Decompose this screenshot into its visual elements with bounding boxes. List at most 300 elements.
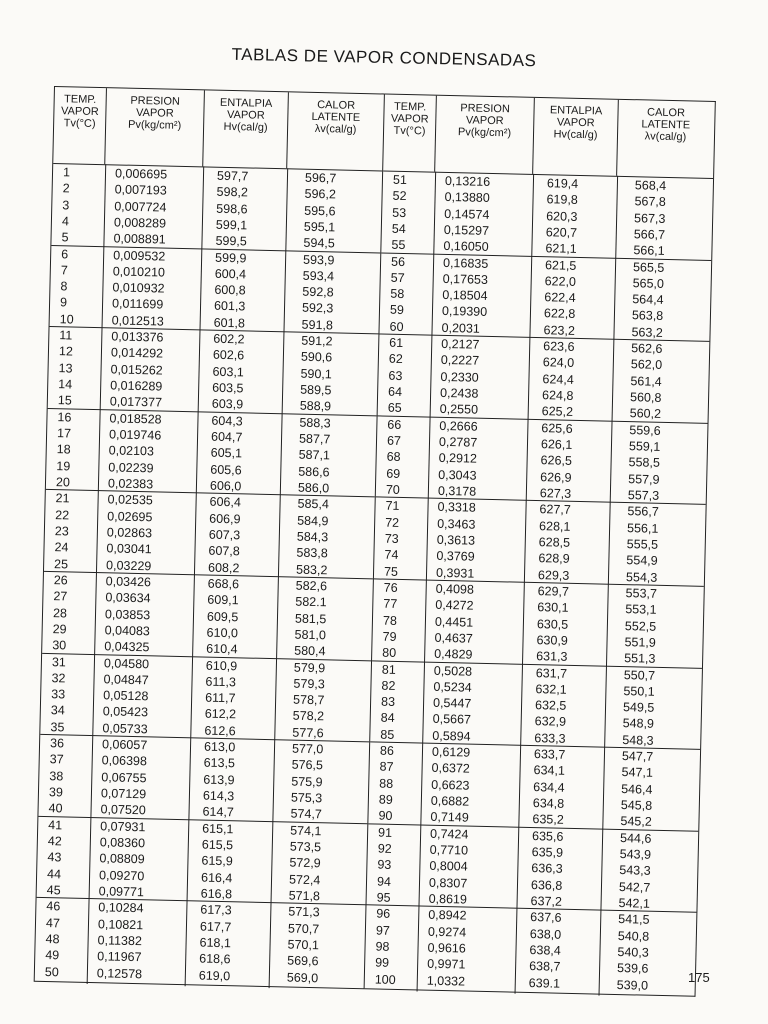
- cell-enthalpy: 626,9: [540, 469, 572, 485]
- cell-latent-heat: 584,9: [297, 513, 329, 529]
- cell-enthalpy: 628,5: [538, 535, 571, 550]
- cell-temp: 55: [391, 237, 406, 253]
- cell-latent-heat: 586,6: [298, 464, 330, 480]
- cell-enthalpy: 637,2: [530, 893, 563, 909]
- cell-pressure: 0,007193: [114, 182, 167, 198]
- cell-enthalpy: 624,4: [542, 371, 574, 387]
- cell-temp: 78: [382, 613, 398, 628]
- cell-latent-heat: 566,1: [633, 243, 665, 259]
- cell-latent-heat: 577,0: [291, 741, 324, 757]
- cell-latent-heat: 550,1: [623, 683, 655, 699]
- cell-pressure: 0,06057: [101, 737, 148, 753]
- cell-temp: 11: [59, 328, 73, 343]
- cell-pressure: 0,11382: [97, 933, 143, 949]
- cell-temp: 19: [56, 458, 71, 474]
- cell-temp: 46: [46, 899, 61, 914]
- row-group: [50, 246, 381, 335]
- cell-temp: 65: [387, 401, 402, 416]
- cell-temp: 2: [62, 181, 70, 196]
- cell-pressure: 0,006695: [114, 166, 168, 182]
- cell-latent-heat: 574,1: [290, 823, 322, 839]
- cell-pressure: 0,8307: [428, 875, 468, 891]
- cell-enthalpy: 619,8: [546, 192, 578, 208]
- cell-enthalpy: 601,8: [213, 315, 246, 331]
- cell-enthalpy: 610,4: [206, 641, 238, 657]
- cell-pressure: 0,8942: [428, 908, 467, 923]
- cell-pressure: 0,04580: [103, 655, 150, 671]
- cell-enthalpy: 638,4: [529, 942, 561, 958]
- cell-temp: 57: [390, 270, 405, 285]
- cell-latent-heat: 593,4: [302, 268, 335, 284]
- cell-pressure: 0,7424: [429, 826, 469, 842]
- cell-temp: 5: [61, 230, 69, 245]
- cell-latent-heat: 541,5: [618, 912, 650, 928]
- cell-temp: 41: [48, 817, 63, 833]
- cell-latent-heat: 560,8: [629, 390, 662, 405]
- cell-enthalpy: 613,0: [203, 739, 236, 755]
- cell-temp: 89: [378, 792, 393, 807]
- row-group: [35, 898, 366, 987]
- cell-temp: 58: [390, 286, 405, 302]
- cell-temp: 59: [389, 303, 405, 318]
- cell-temp: 54: [391, 221, 406, 236]
- cell-pressure: 0,3463: [437, 516, 476, 532]
- row-group: [376, 416, 708, 505]
- cell-temp: 50: [44, 964, 59, 979]
- cell-enthalpy: 599,1: [215, 217, 248, 233]
- cell-pressure: 0,04847: [103, 672, 149, 688]
- cell-pressure: 0,19390: [441, 304, 488, 320]
- cell-enthalpy: 612,2: [204, 707, 237, 722]
- cell-enthalpy: 634,1: [533, 763, 566, 779]
- cell-temp: 22: [55, 507, 70, 523]
- row-group: [44, 490, 375, 579]
- cell-enthalpy: 627,3: [539, 486, 572, 501]
- cell-pressure: 0,08360: [99, 835, 146, 851]
- cell-latent-heat: 563,8: [631, 308, 664, 324]
- cell-pressure: 0,009532: [113, 247, 166, 264]
- cell-latent-heat: 557,3: [627, 488, 660, 503]
- cell-enthalpy: 626,1: [540, 437, 573, 452]
- cell-latent-heat: 578,7: [292, 692, 325, 708]
- cell-pressure: 0,7149: [430, 810, 469, 825]
- cell-pressure: 0,9274: [427, 924, 467, 940]
- cell-temp: 24: [54, 540, 69, 555]
- cell-pressure: 0,2787: [438, 434, 478, 450]
- cell-temp: 29: [52, 621, 67, 637]
- cell-pressure: 0,02695: [107, 508, 153, 525]
- cell-temp: 18: [56, 442, 71, 457]
- cell-latent-heat: 576,5: [291, 758, 324, 773]
- cell-temp: 38: [49, 768, 64, 784]
- cell-enthalpy: 622,0: [544, 274, 577, 289]
- cell-enthalpy: 609,5: [206, 609, 239, 624]
- cell-pressure: 0,05733: [102, 721, 148, 737]
- cell-latent-heat: 572,9: [289, 855, 321, 871]
- cell-enthalpy: 633,3: [534, 730, 566, 746]
- row-group: [379, 253, 711, 342]
- cell-latent-heat: 562,6: [631, 341, 663, 357]
- cell-temp: 37: [49, 752, 64, 767]
- cell-pressure: 0,5234: [433, 679, 472, 695]
- cell-enthalpy: 638,0: [529, 926, 562, 942]
- cell-pressure: 0,5028: [433, 663, 473, 679]
- table-right: [365, 94, 716, 997]
- cell-enthalpy: 598,6: [216, 201, 248, 217]
- cell-latent-heat: 548,9: [622, 716, 655, 732]
- cell-enthalpy: 606,4: [209, 495, 242, 510]
- cell-enthalpy: 621,1: [545, 241, 577, 257]
- cell-enthalpy: 616,8: [200, 886, 233, 902]
- cell-enthalpy: 623,2: [543, 322, 576, 338]
- cell-latent-heat: 592,3: [301, 301, 334, 316]
- row-group: [48, 327, 379, 416]
- cell-temp: 12: [58, 344, 74, 359]
- cell-pressure: 0,5667: [432, 712, 472, 728]
- cell-enthalpy: 613,5: [203, 756, 236, 771]
- cell-pressure: 0,17653: [442, 271, 489, 287]
- cell-latent-heat: 539,6: [616, 961, 649, 976]
- cell-enthalpy: 630,9: [536, 632, 568, 648]
- cell-enthalpy: 598,2: [216, 185, 249, 200]
- cell-pressure: 0,8619: [428, 891, 468, 907]
- cell-latent-heat: 588,9: [299, 399, 332, 414]
- cell-pressure: 0,9616: [427, 940, 466, 956]
- cell-temp: 33: [51, 687, 66, 702]
- cell-enthalpy: 603,1: [212, 364, 244, 380]
- row-group: [38, 735, 369, 824]
- cell-temp: 23: [54, 524, 69, 539]
- cell-enthalpy: 608,2: [207, 560, 240, 575]
- cell-pressure: 0,015262: [110, 362, 163, 378]
- cell-temp: 91: [377, 825, 393, 840]
- cell-pressure: 0,03853: [104, 606, 151, 622]
- cell-temp: 44: [46, 866, 62, 882]
- cell-temp: 42: [47, 834, 62, 849]
- cell-enthalpy: 628,9: [538, 551, 570, 567]
- cell-pressure: 0,2666: [439, 418, 478, 434]
- row-group: [42, 572, 373, 661]
- cell-enthalpy: 622,8: [543, 306, 576, 322]
- cell-pressure: 0,012513: [111, 313, 164, 329]
- cell-temp: 51: [392, 172, 408, 188]
- cell-temp: 71: [385, 499, 400, 514]
- row-group: [46, 409, 377, 498]
- cell-latent-heat: 561,4: [630, 373, 662, 389]
- cell-temp: 74: [384, 547, 399, 563]
- cell-enthalpy: 631,7: [535, 665, 568, 681]
- header-enthalpy: ENTALPIA VAPOR Hv(cal/g): [203, 90, 289, 168]
- cell-temp: 63: [388, 368, 403, 383]
- cell-temp: 15: [57, 393, 72, 408]
- cell-enthalpy: 627,7: [539, 502, 571, 518]
- cell-enthalpy: 599,5: [215, 233, 247, 249]
- cell-enthalpy: 612,6: [204, 723, 236, 739]
- cell-enthalpy: 613,9: [203, 772, 235, 788]
- cell-latent-heat: 569,0: [286, 970, 319, 985]
- cell-latent-heat: 542,7: [618, 879, 651, 895]
- cell-enthalpy: 636,8: [530, 877, 563, 893]
- cell-enthalpy: 632,5: [534, 698, 567, 713]
- cell-latent-heat: 558,5: [628, 455, 661, 471]
- cell-temp: 35: [50, 719, 65, 735]
- cell-pressure: 0,03634: [105, 590, 151, 606]
- cell-pressure: 0,02863: [106, 525, 153, 541]
- cell-latent-heat: 565,5: [632, 259, 665, 275]
- cell-latent-heat: 591,2: [301, 333, 333, 349]
- cell-pressure: 0,03229: [105, 557, 152, 573]
- cell-temp: 79: [382, 629, 397, 644]
- cell-pressure: 0,09270: [98, 867, 145, 883]
- row-group: [372, 579, 704, 668]
- cell-pressure: 0,2031: [441, 320, 481, 336]
- cell-pressure: 0,10821: [97, 916, 144, 932]
- cell-pressure: 0,008289: [113, 215, 167, 231]
- cell-latent-heat: 587,7: [298, 431, 331, 447]
- row-group: [368, 742, 700, 831]
- cell-latent-heat: 553,1: [625, 602, 657, 618]
- cell-pressure: 0,02535: [107, 492, 153, 508]
- cell-latent-heat: 579,3: [293, 676, 325, 692]
- cell-enthalpy: 609,1: [207, 592, 239, 608]
- cell-pressure: 0,3318: [437, 500, 476, 516]
- cell-pressure: 0,13880: [444, 190, 490, 206]
- cell-latent-heat: 567,8: [634, 194, 666, 210]
- cell-latent-heat: 547,1: [621, 765, 654, 781]
- cell-latent-heat: 578,2: [292, 709, 325, 724]
- cell-pressure: 0,14574: [444, 206, 490, 222]
- cell-temp: 45: [46, 882, 61, 898]
- cell-pressure: 0,04083: [104, 623, 151, 639]
- cell-latent-heat: 540,3: [617, 944, 649, 960]
- cell-enthalpy: 599,9: [214, 250, 247, 266]
- cell-latent-heat: 554,9: [626, 553, 658, 569]
- cell-latent-heat: 567,3: [634, 210, 666, 226]
- cell-pressure: 0,010210: [112, 264, 166, 280]
- cell-pressure: 0,2127: [441, 337, 480, 352]
- cell-pressure: 0,011699: [111, 296, 164, 313]
- cell-temp: 16: [57, 409, 72, 425]
- cell-pressure: 0,5894: [432, 728, 471, 744]
- cell-enthalpy: 629,3: [537, 567, 570, 583]
- cell-latent-heat: 583,8: [296, 545, 328, 561]
- cell-enthalpy: 618,1: [199, 935, 232, 951]
- cell-latent-heat: 585,4: [297, 497, 330, 512]
- cell-pressure: 0,4098: [435, 581, 475, 597]
- cell-temp: 14: [58, 377, 73, 392]
- row-group: [370, 661, 702, 750]
- cell-latent-heat: 580,4: [294, 643, 326, 659]
- cell-pressure: 0,008891: [113, 231, 166, 247]
- cell-temp: 94: [376, 874, 392, 889]
- row-group: [40, 653, 371, 742]
- cell-enthalpy: 618,6: [199, 951, 231, 967]
- cell-latent-heat: 570,1: [287, 937, 320, 953]
- cell-temp: 64: [387, 384, 403, 400]
- cell-temp: 17: [56, 426, 72, 441]
- cell-latent-heat: 588,3: [299, 415, 331, 431]
- cell-latent-heat: 548,3: [622, 732, 654, 748]
- cell-temp: 98: [375, 939, 390, 954]
- cell-temp: 82: [381, 678, 396, 693]
- cell-pressure: 0,05423: [102, 704, 149, 720]
- cell-latent-heat: 556,1: [626, 520, 659, 536]
- cell-pressure: 0,04325: [104, 639, 150, 655]
- cell-latent-heat: 575,3: [290, 790, 323, 806]
- cell-temp: 26: [53, 573, 68, 588]
- cell-pressure: 0,08809: [99, 851, 145, 867]
- cell-pressure: 0,5447: [432, 695, 472, 711]
- cell-latent-heat: 587,1: [298, 448, 331, 463]
- cell-enthalpy: 616,4: [200, 870, 233, 885]
- table-body: [365, 171, 713, 994]
- cell-pressure: 0,02383: [107, 476, 154, 492]
- cell-enthalpy: 605,6: [210, 462, 242, 478]
- cell-enthalpy: 630,1: [537, 600, 569, 616]
- cell-temp: 9: [59, 295, 68, 310]
- cell-latent-heat: 582.1: [295, 594, 327, 610]
- cell-temp: 34: [50, 703, 65, 718]
- cell-temp: 88: [379, 776, 394, 791]
- cell-pressure: 0,09771: [98, 884, 145, 900]
- cell-pressure: 0,019746: [108, 427, 162, 443]
- cell-latent-heat: 553,7: [625, 586, 658, 601]
- cell-pressure: 0,6623: [431, 777, 470, 793]
- cell-temp: 4: [61, 214, 70, 229]
- cell-temp: 95: [376, 890, 391, 905]
- cell-latent-heat: 574,7: [290, 806, 322, 822]
- cell-enthalpy: 635,9: [531, 845, 564, 860]
- table-header: [53, 87, 384, 171]
- cell-pressure: 0,07520: [100, 802, 146, 818]
- cell-latent-heat: 594,5: [303, 235, 335, 251]
- cell-temp: 92: [377, 841, 392, 856]
- cell-pressure: 0,007724: [114, 198, 167, 215]
- cell-latent-heat: 551,3: [624, 651, 656, 666]
- cell-enthalpy: 619,0: [198, 968, 231, 983]
- cell-latent-heat: 540,8: [617, 928, 650, 944]
- cell-pressure: 0,3769: [436, 549, 475, 564]
- cell-enthalpy: 607,8: [208, 543, 240, 559]
- cell-latent-heat: 575,9: [291, 774, 323, 790]
- cell-temp: 49: [45, 948, 60, 963]
- cell-temp: 96: [376, 906, 391, 922]
- cell-pressure: 0,2438: [439, 385, 479, 401]
- cell-latent-heat: 560,2: [629, 406, 662, 422]
- cell-pressure: 0,2330: [440, 369, 479, 385]
- cell-temp: 7: [60, 263, 68, 278]
- cell-enthalpy: 625,2: [541, 404, 574, 420]
- table-header: [383, 95, 715, 179]
- cell-pressure: 0,03041: [106, 541, 152, 557]
- cell-pressure: 0,02239: [108, 460, 154, 476]
- cell-latent-heat: 572,4: [288, 872, 321, 887]
- cell-temp: 20: [55, 475, 71, 490]
- table-left: [34, 86, 385, 989]
- cell-enthalpy: 628,1: [538, 518, 571, 534]
- cell-enthalpy: 621,5: [544, 257, 577, 273]
- cell-temp: 93: [377, 857, 392, 873]
- cell-latent-heat: 565,0: [632, 276, 665, 291]
- cell-temp: 25: [54, 556, 69, 572]
- cell-latent-heat: 591,8: [301, 317, 334, 333]
- cell-enthalpy: 620,3: [546, 208, 578, 224]
- cell-enthalpy: 625,6: [541, 420, 573, 436]
- cell-pressure: 0,6882: [430, 793, 470, 809]
- cell-temp: 53: [392, 205, 407, 220]
- row-group: [374, 498, 706, 587]
- cell-pressure: 0,16050: [443, 239, 489, 255]
- cell-latent-heat: 544,6: [619, 830, 652, 846]
- cell-temp: 66: [387, 417, 402, 432]
- cell-enthalpy: 602,2: [213, 331, 245, 347]
- cell-temp: 8: [60, 279, 68, 294]
- cell-temp: 39: [48, 785, 64, 800]
- row-group: [366, 824, 698, 913]
- cell-latent-heat: 595,1: [303, 219, 336, 235]
- cell-pressure: 0,7710: [429, 842, 469, 858]
- cell-latent-heat: 571,3: [288, 904, 320, 920]
- cell-enthalpy: 604,7: [210, 429, 243, 445]
- cell-temp: 32: [51, 670, 66, 686]
- cell-enthalpy: 633,7: [533, 747, 566, 762]
- cell-pressure: 0,3931: [435, 565, 475, 581]
- cell-pressure: 0,13216: [444, 173, 491, 189]
- cell-pressure: 0,9971: [427, 956, 466, 972]
- cell-latent-heat: 593,9: [302, 252, 335, 267]
- cell-pressure: 0,07931: [100, 818, 146, 835]
- page-number: 175: [688, 970, 710, 985]
- cell-pressure: 0,4451: [434, 614, 474, 630]
- cell-enthalpy: 603,5: [212, 380, 244, 396]
- steam-table: [34, 86, 716, 997]
- header-temp: TEMP. VAPOR Tv(°C): [383, 95, 437, 172]
- cell-temp: 73: [384, 531, 399, 546]
- cell-temp: 30: [52, 638, 67, 653]
- cell-pressure: 0,014292: [110, 345, 164, 362]
- row-group: [37, 817, 368, 906]
- cell-temp: 36: [49, 736, 65, 751]
- cell-enthalpy: 611,3: [205, 674, 237, 690]
- cell-latent-heat: 557,9: [628, 471, 660, 487]
- cell-latent-heat: 546,4: [621, 781, 653, 797]
- table-body: [35, 164, 382, 987]
- cell-latent-heat: 573,5: [289, 839, 322, 855]
- cell-temp: 69: [386, 466, 401, 481]
- cell-temp: 21: [55, 491, 70, 506]
- cell-pressure: 0,02103: [108, 443, 155, 459]
- cell-temp: 86: [379, 743, 395, 759]
- cell-pressure: 0,12578: [96, 965, 143, 981]
- cell-pressure: 0,3178: [437, 483, 477, 499]
- cell-latent-heat: 596,7: [304, 170, 337, 186]
- cell-enthalpy: 622,4: [544, 290, 576, 306]
- cell-temp: 81: [381, 662, 396, 677]
- cell-pressure: 0,3613: [436, 532, 476, 548]
- cell-enthalpy: 624,0: [542, 355, 575, 371]
- cell-temp: 43: [47, 850, 62, 865]
- page-title: TABLAS DE VAPOR CONDENSADAS: [231, 44, 537, 71]
- cell-latent-heat: 589,5: [300, 382, 332, 398]
- cell-enthalpy: 610,0: [206, 625, 239, 641]
- cell-pressure: 0,06398: [101, 753, 148, 769]
- cell-enthalpy: 601,3: [213, 299, 246, 314]
- cell-enthalpy: 639.1: [528, 975, 561, 991]
- cell-latent-heat: 552,5: [624, 618, 657, 634]
- cell-temp: 70: [385, 482, 400, 497]
- cell-pressure: 0,3043: [438, 467, 477, 483]
- cell-enthalpy: 668,6: [207, 576, 240, 592]
